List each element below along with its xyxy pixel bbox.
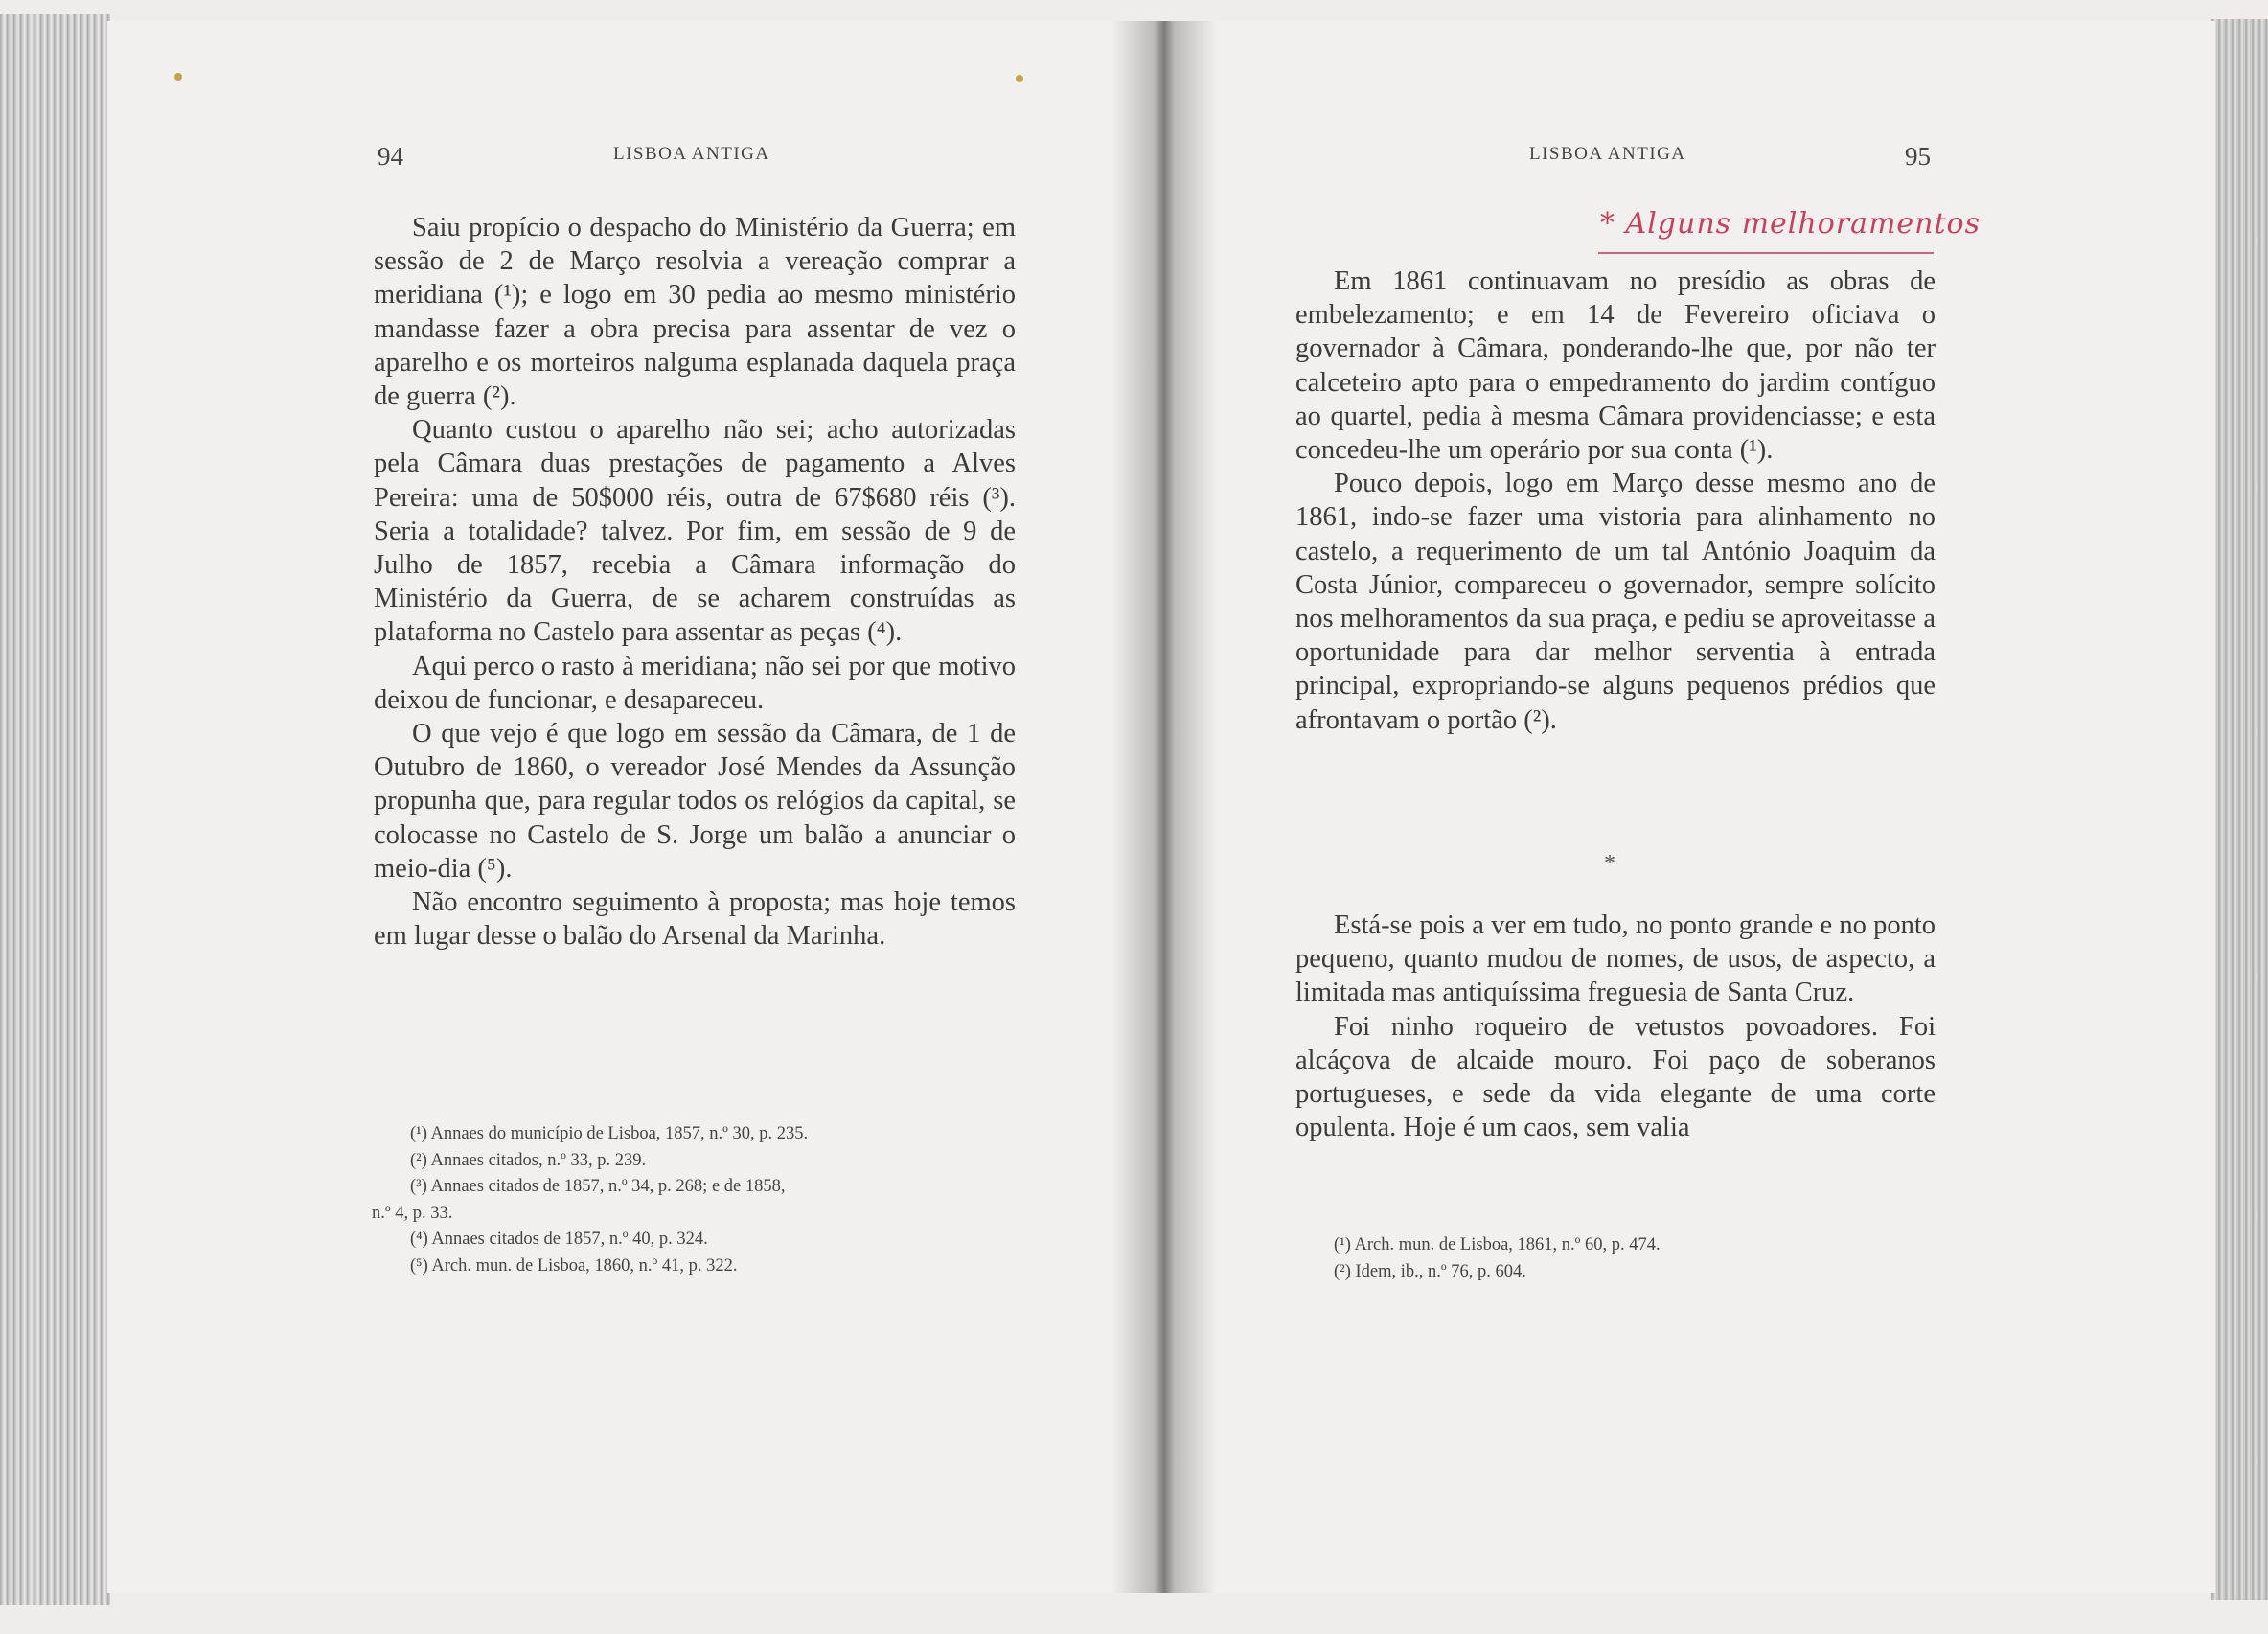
paragraph: Está-se pois a ver em tudo, no ponto grande e no ponto pequeno, quanto mudou de nomes, de usos, de aspecto, a limitada mas antiquíssima freguesia de Santa Cruz. <box>1295 910 1936 1008</box>
right-running-head: LISBOA ANTIGA <box>1529 144 1686 164</box>
book-gutter <box>1111 21 1217 1593</box>
annotation-underline <box>1598 252 1934 254</box>
paragraph: Pouco depois, logo em Março desse mesmo ano de 1861, indo-se fazer uma vistoria para alinhamento no castelo, a requerimento de um tal António Joaquim da Costa Júnior, compareceu o governador, sempre solícito nos melhoramentos da sua praça, e pediu se aproveitasse a oportunidade para dar melhor serventia à entrada principal, expropriando-se alguns pequenos prédios que afrontavam o portão (²). <box>1295 469 1936 735</box>
footnote: n.º 4, p. 33. <box>372 1203 453 1223</box>
paragraph: Saiu propício o despacho do Ministério da Guerra; em sessão de 2 de Março resolvia a vereação comprar a meridiana (¹); e logo em 30 pedia ao mesmo ministério mandasse fazer a obra precisa para assentar de vez o aparelho e os morteiros nalguma esplanada daquela praça de guerra (²). <box>374 213 1016 412</box>
right-page <box>1161 21 2215 1593</box>
paragraph: Não encontro seguimento à proposta; mas hoje temos em lugar desse o balão do Arsenal da Marinha. <box>374 887 1016 952</box>
left-page-edges <box>0 14 110 1605</box>
footnote: (²) Idem, ib., n.º 76, p. 604. <box>1334 1261 1526 1281</box>
left-running-head: LISBOA ANTIGA <box>613 144 770 164</box>
handwritten-annotation: * Alguns melhoramentos <box>1600 207 1982 241</box>
right-page-body-top <box>1295 265 1936 737</box>
paragraph: Foi ninho roqueiro de vetustos povoadores. Foi alcáçova de alcaide mouro. Foi paço de soberanos portugueses, e sede da vida elegante de uma corte opulenta. Hoje é um caos, sem valia <box>1295 1011 1936 1143</box>
footnote: (¹) Annaes do município de Lisboa, 1857, n.º 30, p. 235. <box>410 1124 809 1143</box>
left-page-body <box>374 211 1016 953</box>
paragraph: O que vejo é que logo em sessão da Câmara, de 1 de Outubro de 1860, o vereador José Mendes da Assunção propunha que, para regular todos os relógios da capital, se colocasse no Castelo de S. Jorge um balão a anunciar o meio-dia (⁵). <box>374 719 1016 884</box>
left-page-number: 94 <box>378 142 403 171</box>
footnote: (¹) Arch. mun. de Lisboa, 1861, n.º 60, p. 474. <box>1334 1235 1661 1254</box>
right-page-edges <box>2211 19 2268 1600</box>
footnote: (²) Annaes citados, n.º 33, p. 239. <box>410 1150 647 1170</box>
footnote: (³) Annaes citados de 1857, n.º 34, p. 268; e de 1858, <box>410 1177 786 1196</box>
footnote: (⁴) Annaes citados de 1857, n.º 40, p. 324. <box>410 1230 708 1249</box>
footnote: (⁵) Arch. mun. de Lisboa, 1860, n.º 41, p. 322. <box>410 1255 738 1276</box>
right-footnotes <box>1295 1232 1936 1285</box>
right-page-number: 95 <box>1905 142 1931 171</box>
left-footnotes <box>372 1121 1014 1279</box>
paper-speck <box>1016 75 1023 82</box>
paragraph: Aqui perco o rasto à meridiana; não sei por que motivo deixou de funcionar, e desapareceu. <box>374 651 1016 715</box>
section-separator: * <box>1604 851 1615 876</box>
paper-speck <box>174 73 182 81</box>
paragraph: Em 1861 continuavam no presídio as obras de embelezamento; e em 14 de Fevereiro oficiava o governador à Câmara, ponderando-lhe que, por não ter calceteiro apto para o empedramento do jardim contíguo ao quartel, pedia à mesma Câmara providenciasse; e esta concedeu-lhe um operário por sua conta (¹). <box>1295 266 1936 466</box>
right-page-body-bottom <box>1295 909 1936 1144</box>
paragraph: Quanto custou o aparelho não sei; acho autorizadas pela Câmara duas prestações de pagamento a Alves Pereira: uma de 50$000 réis, outra de 67$680 réis (³). Seria a totalidade? talvez. Por fim, em sessão de 9 de Julho de 1857, recebia a Câmara informação do Ministério da Guerra, de se acharem construídas as plataforma no Castelo para assentar as peças (⁴). <box>374 415 1016 648</box>
